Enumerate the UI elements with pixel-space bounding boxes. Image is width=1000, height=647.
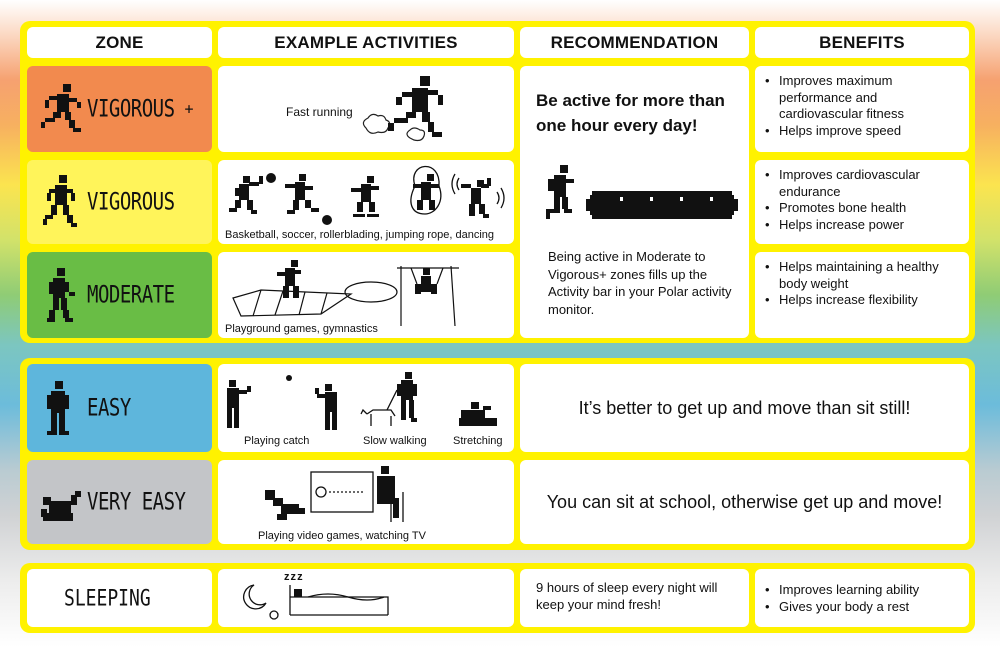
activities-very-easy [218,460,514,544]
moderate-activities-caption: Playground games, gymnastics [225,323,378,335]
activities-moderate [218,252,514,338]
header-recommendation-label: RECOMMENDATION [550,32,719,52]
header-zone [27,27,212,58]
header-activities [218,27,514,58]
header-zone-label: ZONE [95,32,144,52]
playground-icon [221,254,511,326]
zone-sleeping [27,569,212,627]
sitting-person-icon [35,467,87,537]
zone-easy [27,364,212,452]
sleeping-recommendation: 9 hours of sleep every night will keep your mind fresh! [536,580,718,612]
catch-caption: Playing catch [244,435,310,447]
zone-label: MODERATE [87,281,175,309]
vigorous-activities-caption: Basketball, soccer, rollerblading, jumping rope, dancing [225,229,495,241]
slow-walking-caption: Slow walking [363,435,427,447]
very-easy-activities-caption: Playing video games, watching TV [258,530,426,542]
recommendation-body: Being active in Moderate to Vigorous+ zones fills up the Activity bar in your Polar activity monitor. [548,249,732,317]
header-recommendation [520,27,749,58]
activities-vigorous [218,160,514,244]
zone-vigorous-plus [27,66,212,152]
benefit-item: • Improves maximum performance and cardiovascular fitness [765,73,961,123]
activities-sleeping [218,569,514,627]
walking-person-icon [35,260,87,330]
benefit-item: • Helps improve speed [765,123,961,140]
easy-message: It’s better to get up and move than sit still! [578,397,911,418]
benefits-vigorous [755,160,969,244]
standing-person-icon [35,373,87,443]
zone-label: VERY EASY [87,488,186,516]
zone-label: VIGOROUS [87,188,175,216]
activities-vigorous-plus [218,66,514,152]
recommendation-panel [520,66,749,338]
benefits-vigorous-plus [755,66,969,152]
header-activities-label: EXAMPLE ACTIVITIES [274,32,458,52]
easy-message-panel [520,364,969,452]
recommendation-headline: Be active for more than one hour every day! [536,91,725,135]
header-benefits-label: BENEFITS [819,32,905,52]
zone-label: VIGOROUS [87,95,175,123]
benefit-item: • Gives your body a rest [765,599,961,616]
sports-figures-icon [221,162,511,232]
zone-moderate [27,252,212,338]
zone-plus-suffix: + [184,100,194,118]
running-person-icon [35,167,87,237]
recommendation-sleeping [520,569,749,627]
very-easy-message-panel [520,460,969,544]
zone-very-easy [27,460,212,544]
benefit-item: • Improves cardiovascular endurance [765,167,961,200]
activity-bar-icon [540,161,740,221]
header-benefits [755,27,969,58]
benefit-item: • Promotes bone health [765,200,961,217]
benefit-item: • Improves learning ability [765,582,961,599]
benefit-item: • Helps increase power [765,217,961,234]
zone-vigorous [27,160,212,244]
running-person-icon [35,74,87,144]
benefit-item: • Helps maintaining a healthy body weight [765,259,961,292]
zone-label: SLEEPING [64,584,151,612]
fast-runner-icon [358,70,468,150]
screen-time-icon [221,462,511,532]
easy-activities-icon [221,368,511,438]
fast-running-caption: Fast running [286,105,353,119]
very-easy-message: You can sit at school, otherwise get up and move! [546,491,943,512]
zone-label: EASY [87,394,131,422]
sleeping-icon [238,571,408,627]
activities-easy [218,364,514,452]
benefits-moderate [755,252,969,338]
zzz-text: z z z [284,571,302,583]
benefit-item: • Helps increase flexibility [765,292,961,309]
stretching-caption: Stretching [453,435,503,447]
benefits-sleeping [755,569,969,627]
